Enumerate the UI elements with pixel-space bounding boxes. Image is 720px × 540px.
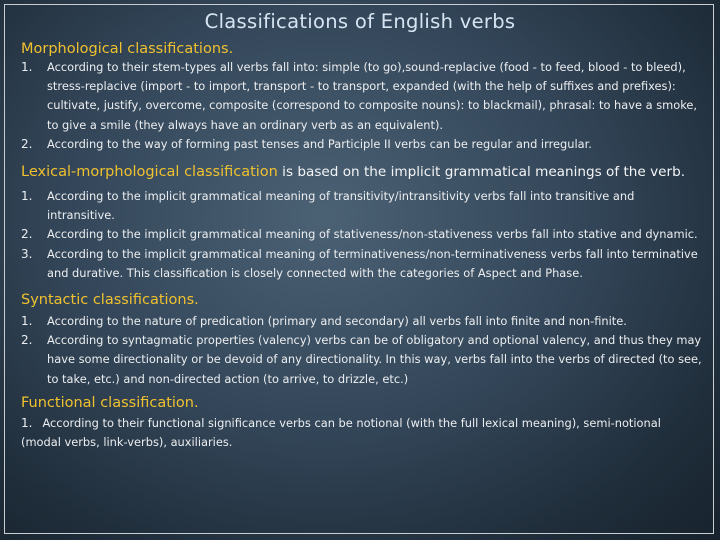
- item-text: According to the implicit grammatical meaning of stativeness/non-stativeness verbs fall into stative and dynamic.: [47, 227, 698, 242]
- morphological-heading: Morphological classifications.: [21, 41, 234, 57]
- item-number: 2.: [21, 227, 33, 242]
- list-item: [21, 312, 703, 331]
- item-number: 3.: [21, 246, 33, 261]
- item-number: 2.: [21, 136, 33, 151]
- item-number: 1.: [21, 189, 33, 204]
- item-text: According to syntagmatic properties (valency) verbs can be of obligatory and optional valency, and thus they may have some directionality or be devoid of any directionality. In this way, verbs fall into the verbs of directed (to see, to take, etc.) and non-directed action (to arrive, to drizzle, etc.): [47, 333, 702, 386]
- list-item: [21, 187, 703, 225]
- syntactic-heading: Syntactic classifications.: [21, 292, 199, 309]
- list-item: [21, 245, 703, 283]
- morphological-list: [21, 58, 703, 154]
- functional-item: [21, 414, 703, 452]
- item-text: According to their stem-types all verbs fall into: simple (to go),sound-replacive (food - to feed, blood - to bleed), stress-replacive (import - to import, transport - to transport, expanded (with the help of suffixes and prefixes): cultivate, justify, overcome, composite (correspond to composite nouns): to blackmail), phrasal: to have a smoke, to give a smile (they always have an ordinary verb as an equivalent).: [47, 60, 698, 132]
- syntactic-list: [21, 312, 703, 389]
- lexical-morphological-heading: Lexical-morphological classification: [21, 164, 278, 181]
- item-text: According to the implicit grammatical meaning of terminativeness/non-terminativeness verbs fall into terminative and durative. This classification is closely connected with the categories of Aspect and Phase.: [47, 246, 698, 280]
- slide-title: Classifications of English verbs: [204, 10, 516, 33]
- item-text: According to the implicit grammatical meaning of transitivity/intransitivity verbs fall into transitive and intransitive.: [47, 189, 635, 223]
- item-number: 1.: [21, 60, 33, 74]
- item-number: 2.: [21, 333, 33, 348]
- item-text: According to the way of forming past tenses and Participle II verbs can be regular and irregular.: [47, 136, 592, 151]
- list-item: [21, 331, 703, 389]
- functional-heading: Functional classification.: [21, 394, 199, 411]
- item-number: 1.: [21, 314, 33, 329]
- list-item: [21, 58, 703, 135]
- lexical-morphological-list: [21, 187, 703, 283]
- lexical-morphological-lead-text: is based on the implicit grammatical meanings of the verb.: [277, 164, 686, 181]
- list-item: [21, 225, 703, 244]
- list-item: [21, 135, 703, 154]
- item-text: According to their functional significance verbs can be notional (with the full lexical meaning), semi-notional (modal verbs, link-verbs), auxiliaries.: [21, 415, 661, 450]
- item-number: 1.: [21, 415, 33, 430]
- item-text: According to the nature of predication (primary and secondary) all verbs fall into finite and non-finite.: [47, 314, 627, 329]
- slide-content: [21, 40, 703, 452]
- lexical-morphological-lead: [21, 163, 703, 182]
